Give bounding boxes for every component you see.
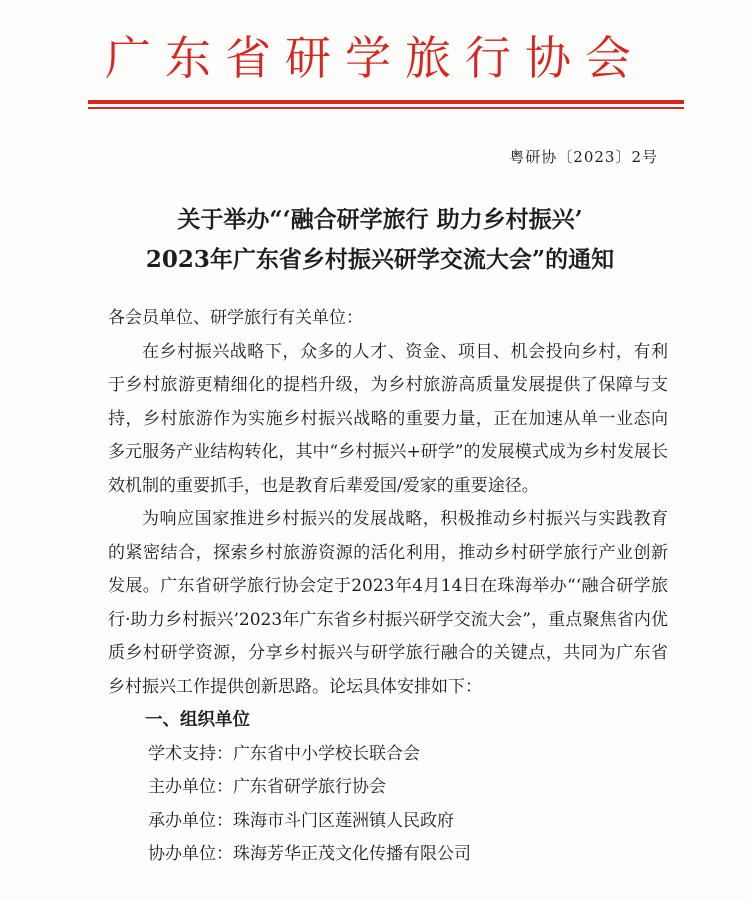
document-body: [108, 302, 668, 872]
document-title: [60, 200, 700, 280]
organizer-co-organizer: 协办单位：珠海芳华正茂文化传播有限公司: [148, 844, 471, 864]
paragraph-1: 在乡村振兴战略下，众多的人才、资金、项目、机会投向乡村，有利于乡村旅游更精细化的提档升级，为乡村旅游高质量发展提供了保障与支持，乡村旅游作为实施乡村振兴战略的重要力量，正在加速从单一业态向多元服务产业结构转化，其中“乡村振兴+研学”的发展模式成为乡村发展长效机制的重要抓手，也是教育后辈爱国/爱家的重要途径。: [108, 341, 668, 496]
letterhead-title: 广东省研学旅行协会: [105, 31, 645, 85]
organizer-undertaker: 承办单位：珠海市斗门区莲洲镇人民政府: [148, 810, 454, 831]
section-heading-organizers: 一、组织单位: [145, 710, 250, 730]
title-line-2: 2023年广东省乡村振兴研学交流大会”的通知: [145, 246, 615, 273]
organizer-list: [108, 738, 668, 872]
organizer-host: 主办单位：广东省研学旅行协会: [148, 777, 386, 797]
document-number: 粤研协〔2023〕2号: [509, 148, 658, 166]
letterhead-rule-thin: [88, 107, 684, 109]
paragraph-2: 为响应国家推进乡村振兴的发展战略，积极推动乡村振兴与实践教育的紧密结合，探索乡村旅游资源的活化利用，推动乡村研学旅行产业创新发展。广东省研学旅行协会定于2023年4月14日在珠海举办“‘融合研学旅行·助力乡村振兴’2023年广东省乡村振兴研学交流大会”，重点聚焦省内优质乡村研学资源，分享乡村振兴与研学旅行融合的关键点，共同为广东省乡村振兴工作提供创新思路。论坛具体安排如下：: [108, 509, 668, 697]
organizer-academic-support: 学术支持：广东省中小学校长联合会: [148, 743, 420, 764]
title-line-1: 关于举办“‘融合研学旅行 助力乡村振兴’: [177, 206, 583, 233]
letterhead-rule-thick: [88, 100, 684, 104]
salutation: 各会员单位、研学旅行有关单位：: [108, 308, 363, 328]
